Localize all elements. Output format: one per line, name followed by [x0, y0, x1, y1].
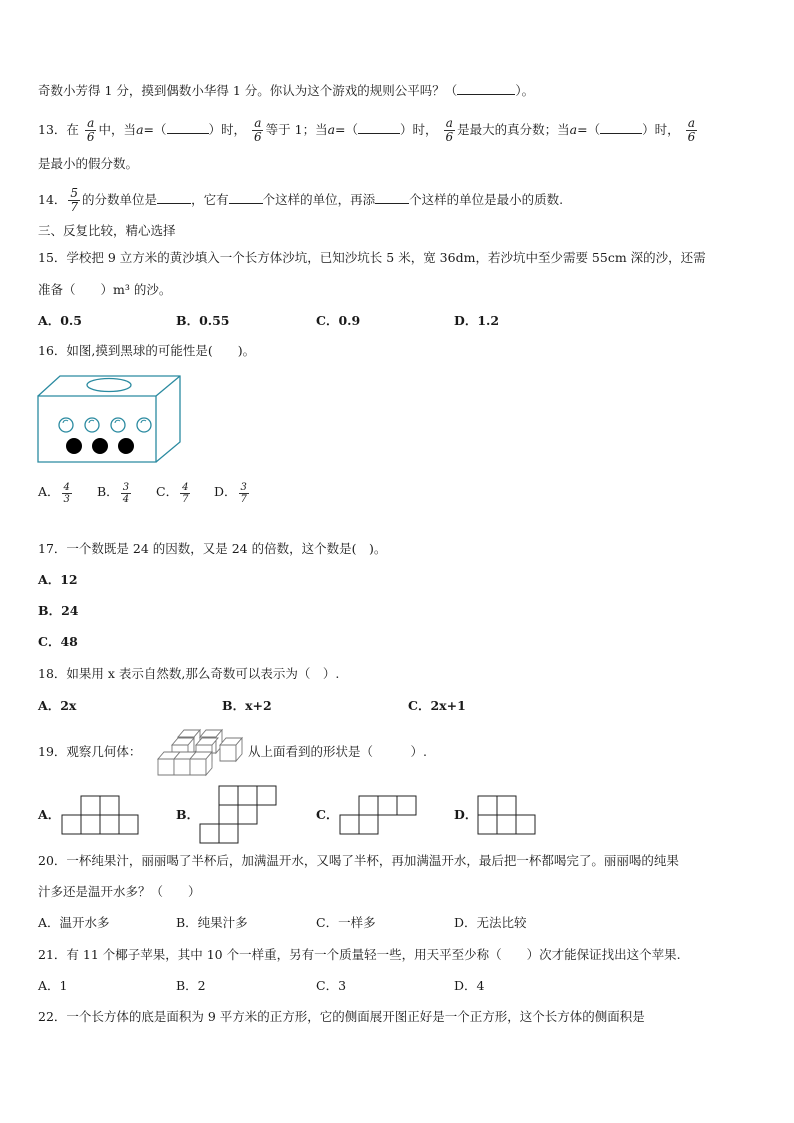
q17-option-c[interactable]: C．48 — [38, 634, 78, 649]
q17-option-a[interactable]: A．12 — [38, 572, 78, 587]
q14-blank-3[interactable] — [375, 191, 409, 204]
q19-option-b-grid[interactable] — [200, 785, 280, 845]
q13-blank-3[interactable] — [600, 121, 642, 134]
q12-end: ）。 — [515, 83, 535, 98]
cube-stack-figure — [156, 725, 240, 777]
q19-option-d-grid[interactable] — [478, 795, 538, 835]
q21-option-a[interactable]: A．1 — [38, 978, 68, 993]
q16-stem: 16．如图,摸到黑球的可能性是( )。 — [38, 343, 256, 358]
q14 — [38, 186, 563, 214]
q16-option-a[interactable] — [38, 482, 74, 505]
q13-line2: 是最小的假分数。 — [38, 156, 139, 171]
black-ball-1 — [66, 438, 82, 454]
q16-option-d-fraction: $\frac{3}{7}$ — [240, 482, 247, 505]
q13-number: 13． — [38, 122, 67, 137]
q12-text: 奇数小芳得 1 分，摸到偶数小华得 1 分。你认为这个游戏的规则公平吗？（ — [38, 83, 458, 98]
q22-stem: 22．一个长方体的底是面积为 9 平方米的正方形，它的侧面展开图正好是一个正方形，这个长方体的侧面积是 — [38, 1009, 645, 1024]
q13-eq-3: =（ — [577, 122, 601, 137]
q16-option-d-label: D． — [214, 484, 237, 499]
black-ball-3 — [118, 438, 134, 454]
q18-option-b[interactable]: B．x+2 — [222, 698, 272, 713]
q13-text-5: ）时， — [400, 122, 438, 137]
q20-line1: 20．一杯纯果汁，丽丽喝了半杯后，加满温开水，又喝了半杯，再加满温开水，最后把一杯都喝完了。丽丽喝的纯果 — [38, 853, 679, 868]
q19-option-a[interactable]: A． — [38, 807, 61, 822]
q14-text-2: ，它有 — [191, 192, 229, 207]
q16-option-a-fraction: $\frac{4}{3}$ — [63, 482, 70, 505]
q14-number: 14． — [38, 192, 67, 207]
q13-var-1: a — [136, 122, 144, 137]
q19-option-a-grid[interactable] — [62, 795, 140, 835]
q14-text-4: 个这样的单位是最小的质数. — [409, 192, 564, 207]
q17-option-b[interactable]: B．24 — [38, 603, 79, 618]
q13-var-3: a — [569, 122, 578, 137]
q15-option-a[interactable]: A．0.5 — [38, 313, 82, 328]
q16-option-c-label: C． — [156, 484, 179, 499]
q13-text-6: 是最大的真分数；当 — [457, 122, 570, 137]
q13-blank-2[interactable] — [358, 121, 400, 134]
q16-option-d[interactable] — [214, 482, 251, 505]
q13-eq-2: =（ — [335, 122, 359, 137]
q21-option-b[interactable]: B．2 — [176, 978, 206, 993]
q13-text-3: ）时， — [208, 122, 247, 137]
q18-option-a[interactable]: A．2x — [38, 698, 77, 713]
q16-option-c-fraction: $\frac{4}{7}$ — [182, 482, 189, 505]
q15-option-d[interactable]: D．1.2 — [454, 313, 500, 328]
q13-fraction-2: $\frac{a}{6}$ — [254, 116, 262, 144]
q14-text-1: 的分数单位是 — [82, 192, 158, 207]
q13-text-4: 等于 1；当 — [265, 122, 328, 137]
q14-blank-2[interactable] — [229, 191, 263, 204]
q21-option-c[interactable]: C．3 — [316, 978, 347, 993]
q15-option-c[interactable]: C．0.9 — [316, 313, 361, 328]
q13-text-1: 在 — [66, 122, 79, 137]
q16-option-a-label: A． — [38, 484, 60, 499]
q12-blank[interactable] — [457, 82, 515, 95]
q12-tail — [38, 82, 534, 100]
q13-var-2: a — [327, 122, 336, 137]
q17-stem: 17．一个数既是 24 的因数，又是 24 的倍数，这个数是( )。 — [38, 541, 387, 556]
q16-option-c[interactable] — [156, 482, 192, 505]
q20-option-c[interactable]: C．一样多 — [316, 915, 376, 930]
q19-option-b[interactable]: B． — [176, 807, 200, 822]
q16-option-b-fraction: $\frac{3}{4}$ — [122, 482, 130, 505]
q21-option-d[interactable]: D．4 — [454, 978, 485, 993]
q13-text-2: 中，当 — [98, 122, 137, 137]
q13-line1 — [38, 116, 699, 144]
q13-fraction-4: $\frac{a}{6}$ — [687, 116, 696, 144]
q16-option-b-label: B． — [97, 484, 119, 499]
q19-option-c[interactable]: C． — [316, 807, 339, 822]
q19-stem-1: 19．观察几何体： — [38, 744, 142, 759]
q20-option-d[interactable]: D．无法比较 — [454, 915, 527, 930]
q19-option-d[interactable]: D． — [454, 807, 478, 822]
q18-option-c[interactable]: C．2x+1 — [408, 698, 466, 713]
q14-blank-1[interactable] — [157, 191, 191, 204]
q13-fraction-3: $\frac{a}{6}$ — [445, 116, 454, 144]
q19-stem-2: 从上面看到的形状是（ ）. — [248, 744, 427, 759]
q19-option-c-grid[interactable] — [340, 795, 420, 835]
q20-line2: 汁多还是温开水多？（ ） — [38, 884, 201, 899]
black-ball-2 — [92, 438, 108, 454]
q16-option-b[interactable] — [97, 482, 133, 505]
section-heading: 三、反复比较，精心选择 — [38, 223, 176, 238]
q20-option-b[interactable]: B．纯果汁多 — [176, 915, 248, 930]
q20-option-a[interactable]: A．温开水多 — [38, 915, 110, 930]
ball-box-figure — [36, 372, 186, 464]
q13-fraction-1: $\frac{a}{6}$ — [86, 116, 95, 144]
q14-text-3: 个这样的单位，再添 — [262, 192, 376, 207]
q15-line1: 15．学校把 9 立方米的黄沙填入一个长方体沙坑，已知沙坑长 5 米，宽 36dm，若沙坑中至少需要 55cm 深的沙，还需 — [38, 250, 706, 265]
q15-option-b[interactable]: B．0.55 — [176, 313, 230, 328]
q14-fraction: $\frac{5}{7}$ — [70, 186, 79, 214]
q13-text-7: ）时， — [642, 122, 680, 137]
q13-blank-1[interactable] — [167, 121, 209, 134]
q18-stem: 18．如果用 x 表示自然数,那么奇数可以表示为（ ）. — [38, 666, 340, 681]
q13-eq-1: =（ — [143, 122, 167, 137]
q15-line2: 准备（ ）m³ 的沙。 — [38, 282, 172, 297]
q21-stem: 21．有 11 个椰子苹果，其中 10 个一样重，另有一个质量轻一些，用天平至少称（ ）次才能保证找出这个苹果. — [38, 947, 681, 962]
